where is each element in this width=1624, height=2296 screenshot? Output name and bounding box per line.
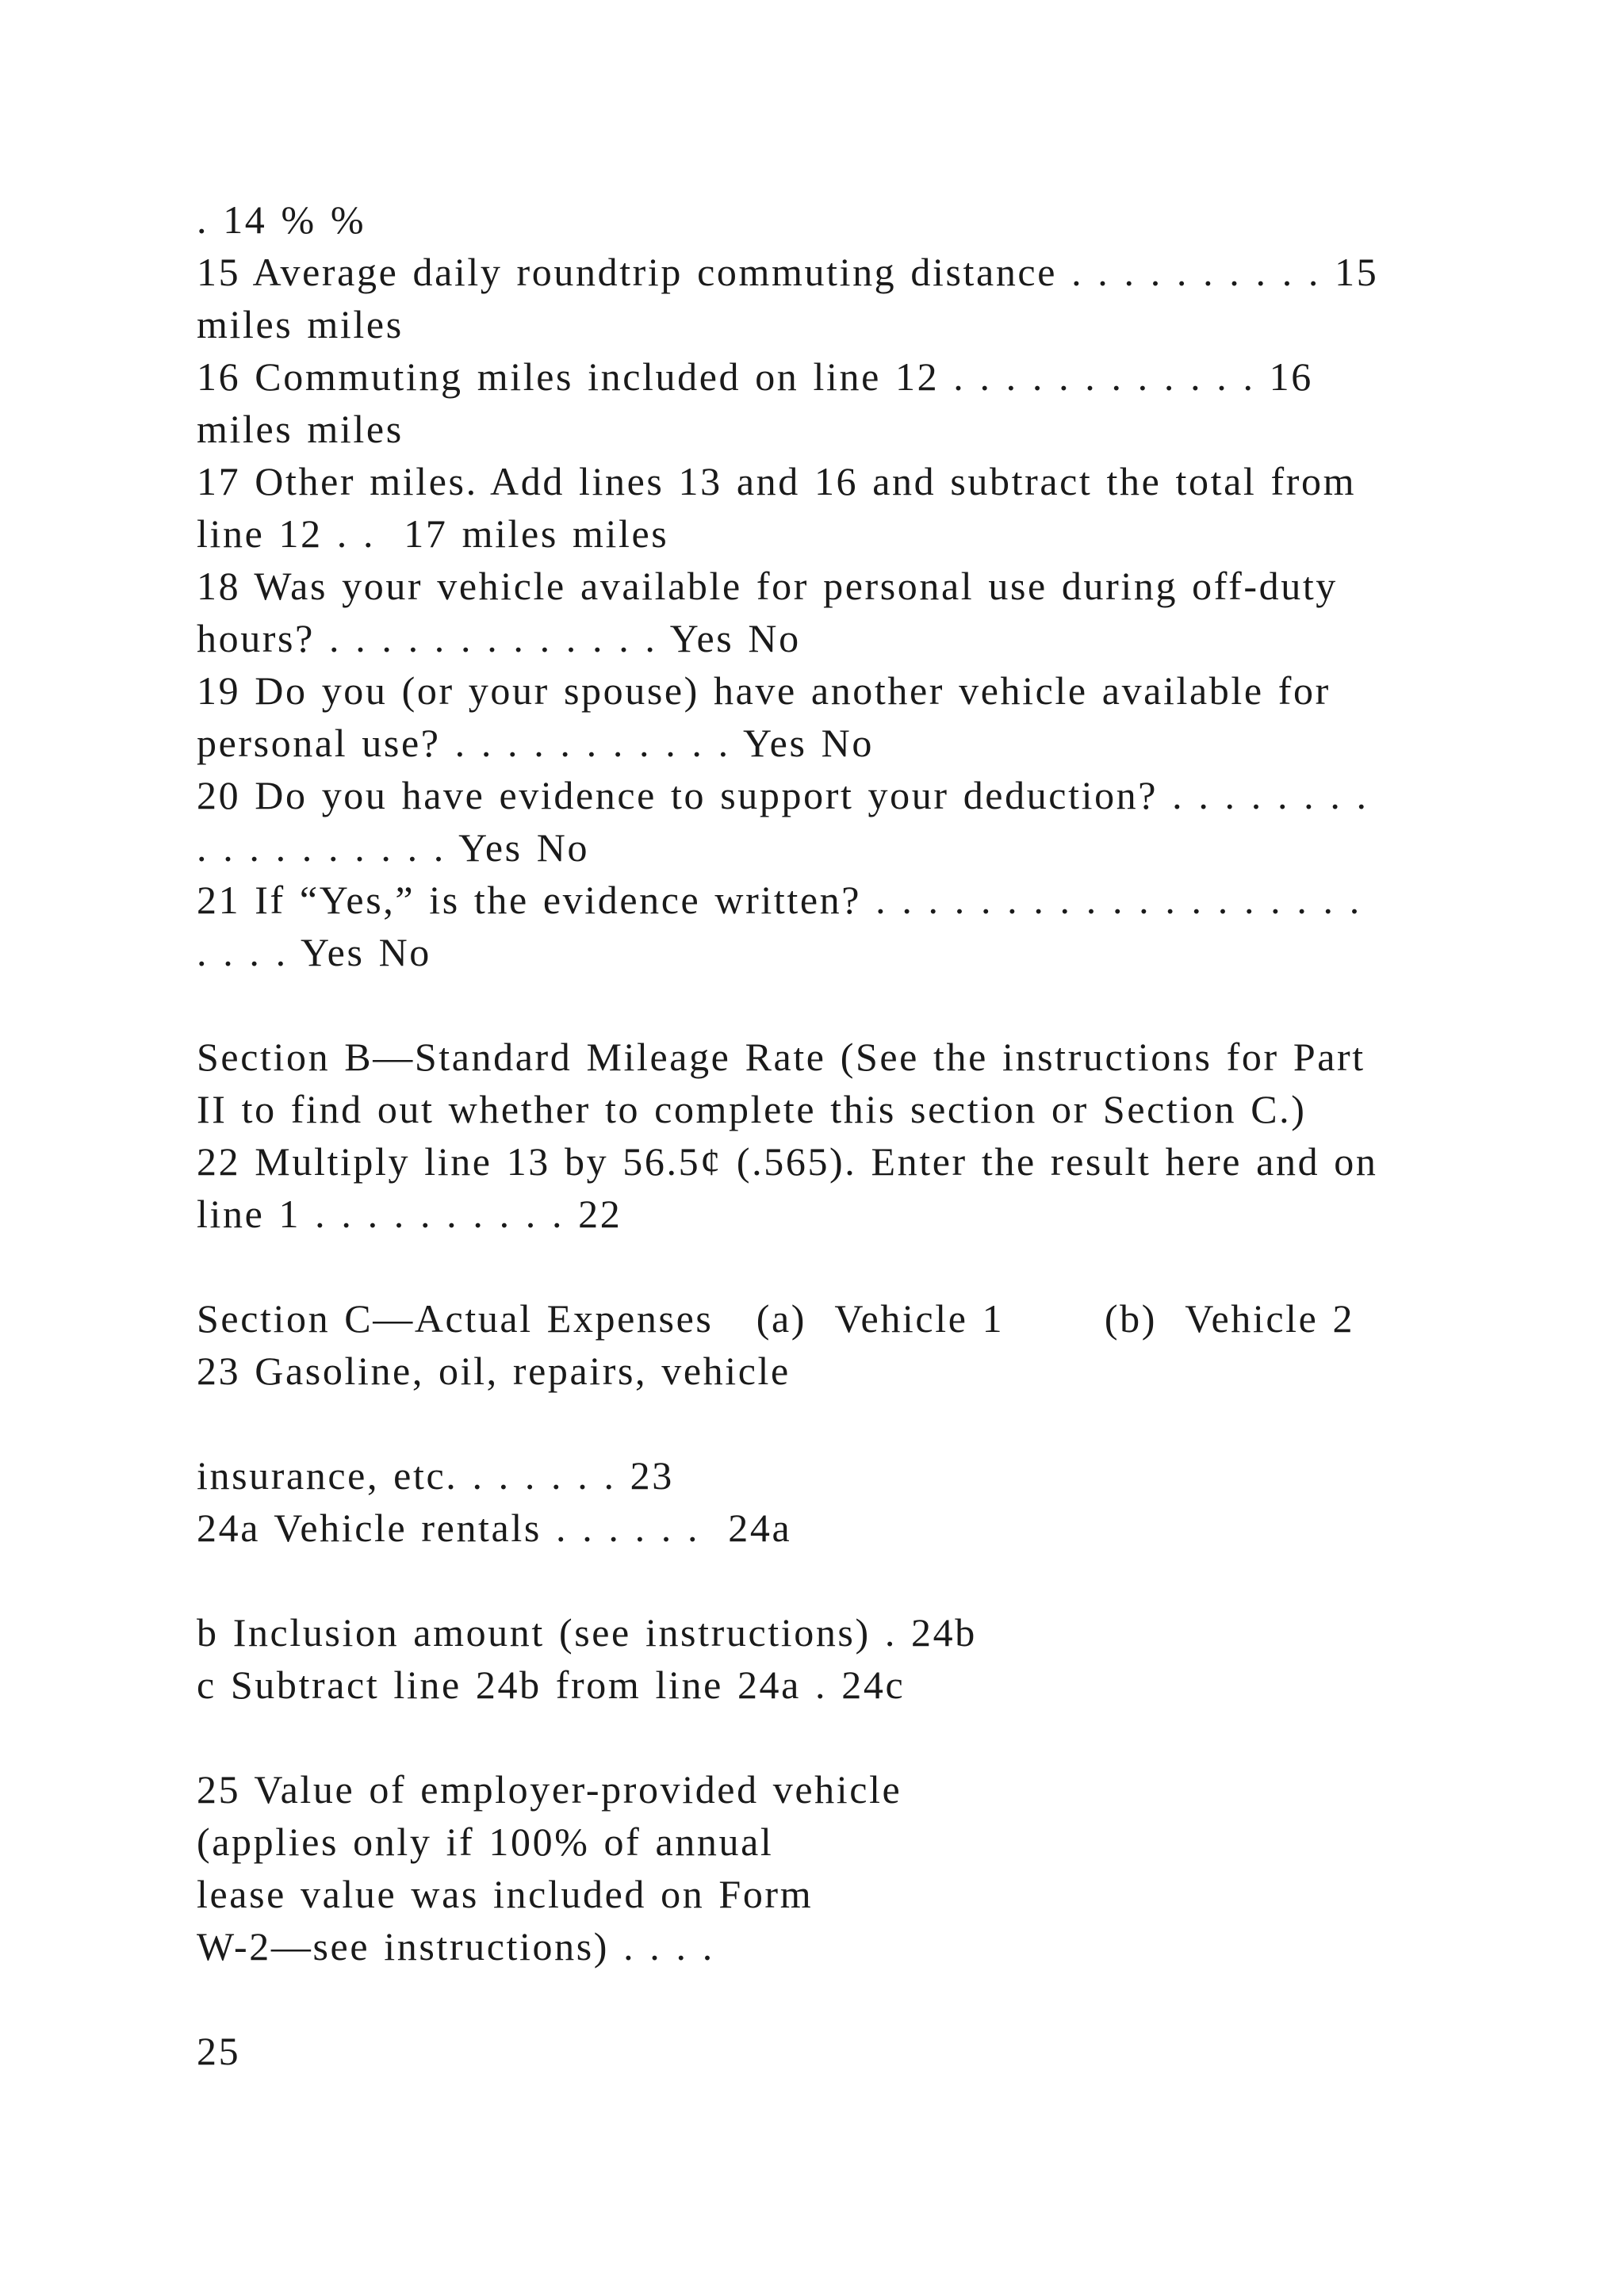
line-18-cont: hours? . . . . . . . . . . . . . Yes No — [197, 616, 801, 660]
spacer — [197, 1240, 1465, 1292]
spacer — [197, 1397, 1465, 1449]
line-25-employer-vehicle: 25 Value of employer-provided vehicle — [197, 1767, 902, 1812]
line-25-cont-1: (applies only if 100% of annual — [197, 1820, 774, 1864]
section-b-heading: Section B—Standard Mileage Rate (See the instructions for Part — [197, 1035, 1365, 1079]
line-17-other-miles: 17 Other miles. Add lines 13 and 16 and subtract the total from — [197, 459, 1357, 503]
section-c-heading: Section C—Actual Expenses — [197, 1296, 714, 1341]
line-23-cont: insurance, etc. . . . . . . 23 — [197, 1453, 674, 1498]
line-24a-vehicle-rentals: 24a Vehicle rentals . . . . . . 24a — [197, 1506, 792, 1550]
spacer — [197, 1973, 1465, 2025]
section-b-heading-cont: II to find out whether to complete this section or Section C.) — [197, 1087, 1307, 1131]
line-17-cont: line 12 . . 17 miles miles — [197, 511, 669, 556]
spacer — [197, 978, 1465, 1031]
spacer — [197, 1554, 1465, 1606]
line-20-evidence: 20 Do you have evidence to support your deduction? . . . . . . . . — [197, 773, 1369, 817]
line-25-number: 25 — [197, 2029, 241, 2073]
line-21-evidence-written: 21 If “Yes,” is the evidence written? . . . . . . . . . . . . . . . . . . . — [197, 878, 1362, 922]
line-24b-inclusion-amount: b Inclusion amount (see instructions) . 24b — [197, 1610, 977, 1655]
line-18-personal-use: 18 Was your vehicle available for personal use during off-duty — [197, 564, 1338, 608]
document-page — [197, 193, 1465, 2077]
line-25-cont-3: W-2—see instructions) . . . . — [197, 1924, 714, 1969]
column-a-vehicle-1: (a) Vehicle 1 — [756, 1296, 1005, 1341]
line-15-units: miles miles — [197, 302, 404, 346]
line-20-cont: . . . . . . . . . . Yes No — [197, 825, 590, 870]
section-c-heading-row — [197, 1292, 1465, 1345]
line-23-gasoline: 23 Gasoline, oil, repairs, vehicle — [197, 1349, 791, 1393]
spacer — [197, 1711, 1465, 1763]
line-16-units: miles miles — [197, 407, 404, 451]
line-21-cont: . . . . Yes No — [197, 930, 431, 974]
line-16-commuting-miles: 16 Commuting miles included on line 12 . . . . . . . . . . . . 16 — [197, 354, 1313, 399]
column-b-vehicle-2: (b) Vehicle 2 — [1104, 1296, 1355, 1341]
line-25-cont-2: lease value was included on Form — [197, 1872, 814, 1916]
line-14-percent: . 14 % % — [197, 197, 366, 242]
line-19-cont: personal use? . . . . . . . . . . . Yes No — [197, 721, 874, 765]
line-22-multiply: 22 Multiply line 13 by 56.5¢ (.565). Enter the result here and on — [197, 1139, 1378, 1184]
line-15-commuting-distance: 15 Average daily roundtrip commuting distance . . . . . . . . . . 15 — [197, 250, 1379, 294]
line-24c-subtract: c Subtract line 24b from line 24a . 24c — [197, 1663, 906, 1707]
line-22-cont: line 1 . . . . . . . . . . 22 — [197, 1192, 622, 1236]
line-19-another-vehicle: 19 Do you (or your spouse) have another vehicle available for — [197, 668, 1331, 713]
